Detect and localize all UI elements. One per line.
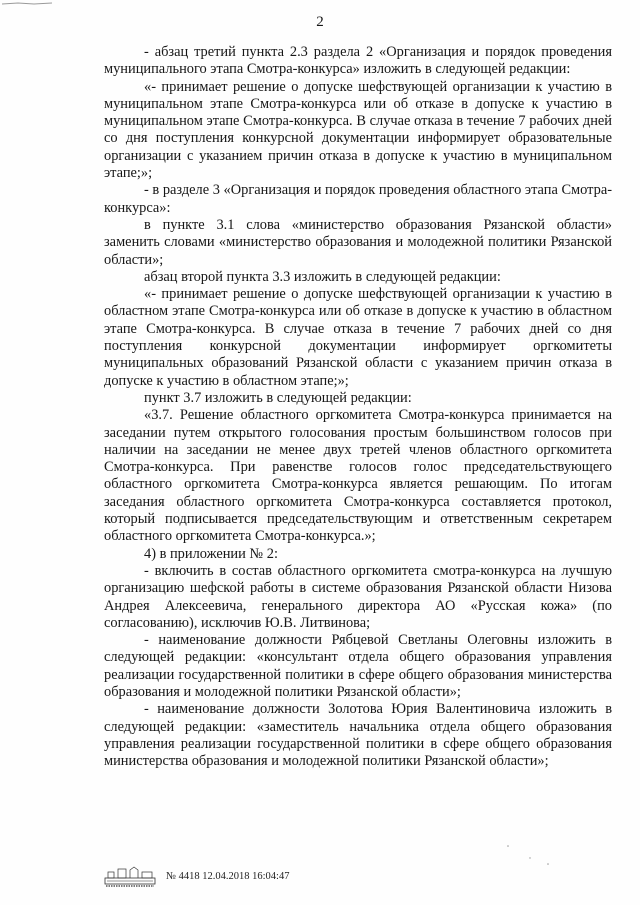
paragraph: «- принимает решение о допуске шефствующей организации к участию в муниципальном этапе Смотра-конкурса или об отказе в допуске к участию в муниципальном этапе Смотра-конкурса. В случае отказа в течение 7 рабочих дней со дня поступления конкурсной документации информирует образовательные организации с указанием причин отказа в допуске к участию в муниципальном этапе;»; [104, 78, 612, 182]
paragraph: - включить в состав областного оргкомитета смотра-конкурса на лучшую организацию шефской работы в системе образования Рязанской области Низова Андрея Алексеевича, генерального директора АО «Русская кожа» (по согласованию), исключив Ю.В. Литвинова; [104, 562, 612, 631]
registration-number: № 4418 12.04.2018 16:04:47 [166, 871, 290, 882]
paragraph: в пункте 3.1 слова «министерство образования Рязанской области» заменить словами «министерство образования и молодежной политики Рязанской области»; [104, 216, 612, 268]
paragraph: «3.7. Решение областного оргкомитета Смотра-конкурса принимается на заседании путем открытого голосования простым большинством голосов при наличии на заседании не менее двух третей членов областного оргкомитета Смотра-конкурса. При равенстве голосов голос председательствующего областного оргкомитета Смотра-конкурса является решающим. По итогам заседания областного оргкомитета Смотра-конкурса составляется протокол, который подписывается председательствующим и ответственным секретарем областного оргкомитета Смотра-конкурса.»; [104, 407, 612, 545]
paragraph: - наименование должности Золотова Юрия Валентиновича изложить в следующей редакции: «заместитель начальника отдела общего образования управления реализации государственной политики в сфере общего образования министерства образования и молодежной политики Рязанской области»; [104, 701, 612, 770]
registry-stamp-icon [104, 864, 156, 888]
registration-footer [104, 864, 364, 890]
paragraph: абзац второй пункта 3.3 изложить в следующей редакции: [144, 268, 501, 285]
document-body [104, 44, 612, 770]
paragraph: «- принимает решение о допуске шефствующей организации к участию в областном этапе Смотра-конкурса или об отказе в допуске к участию в областном этапе Смотра-конкурса. В случае отказа в течение 7 рабочих дней со дня поступления конкурсной документации информирует оргкомитеты муниципальных образований Рязанской области с указанием причин отказа в допуске к участию в областном этапе;»; [104, 286, 612, 389]
paragraph: пункт 3.7 изложить в следующей редакции: [144, 389, 412, 406]
scan-artifact-dots-right [500, 840, 560, 870]
scan-artifact-top-left [0, 0, 60, 8]
paragraph: - абзац третий пункта 2.3 раздела 2 «Организация и порядок проведения муниципального этапа Смотра-конкурса» изложить в следующей редакции: [104, 44, 612, 78]
paragraph: 4) в приложении № 2: [144, 545, 278, 562]
page-number: 2 [316, 14, 324, 30]
paragraph: - в разделе 3 «Организация и порядок проведения областного этапа Смотра-конкурса»: [104, 182, 612, 216]
paragraph: - наименование должности Рябцевой Светланы Олеговны изложить в следующей редакции: «консультант отдела общего образования управления реализации государственной политики в сфере общего образования министерства образования и молодежной политики Рязанской области»; [104, 632, 612, 700]
